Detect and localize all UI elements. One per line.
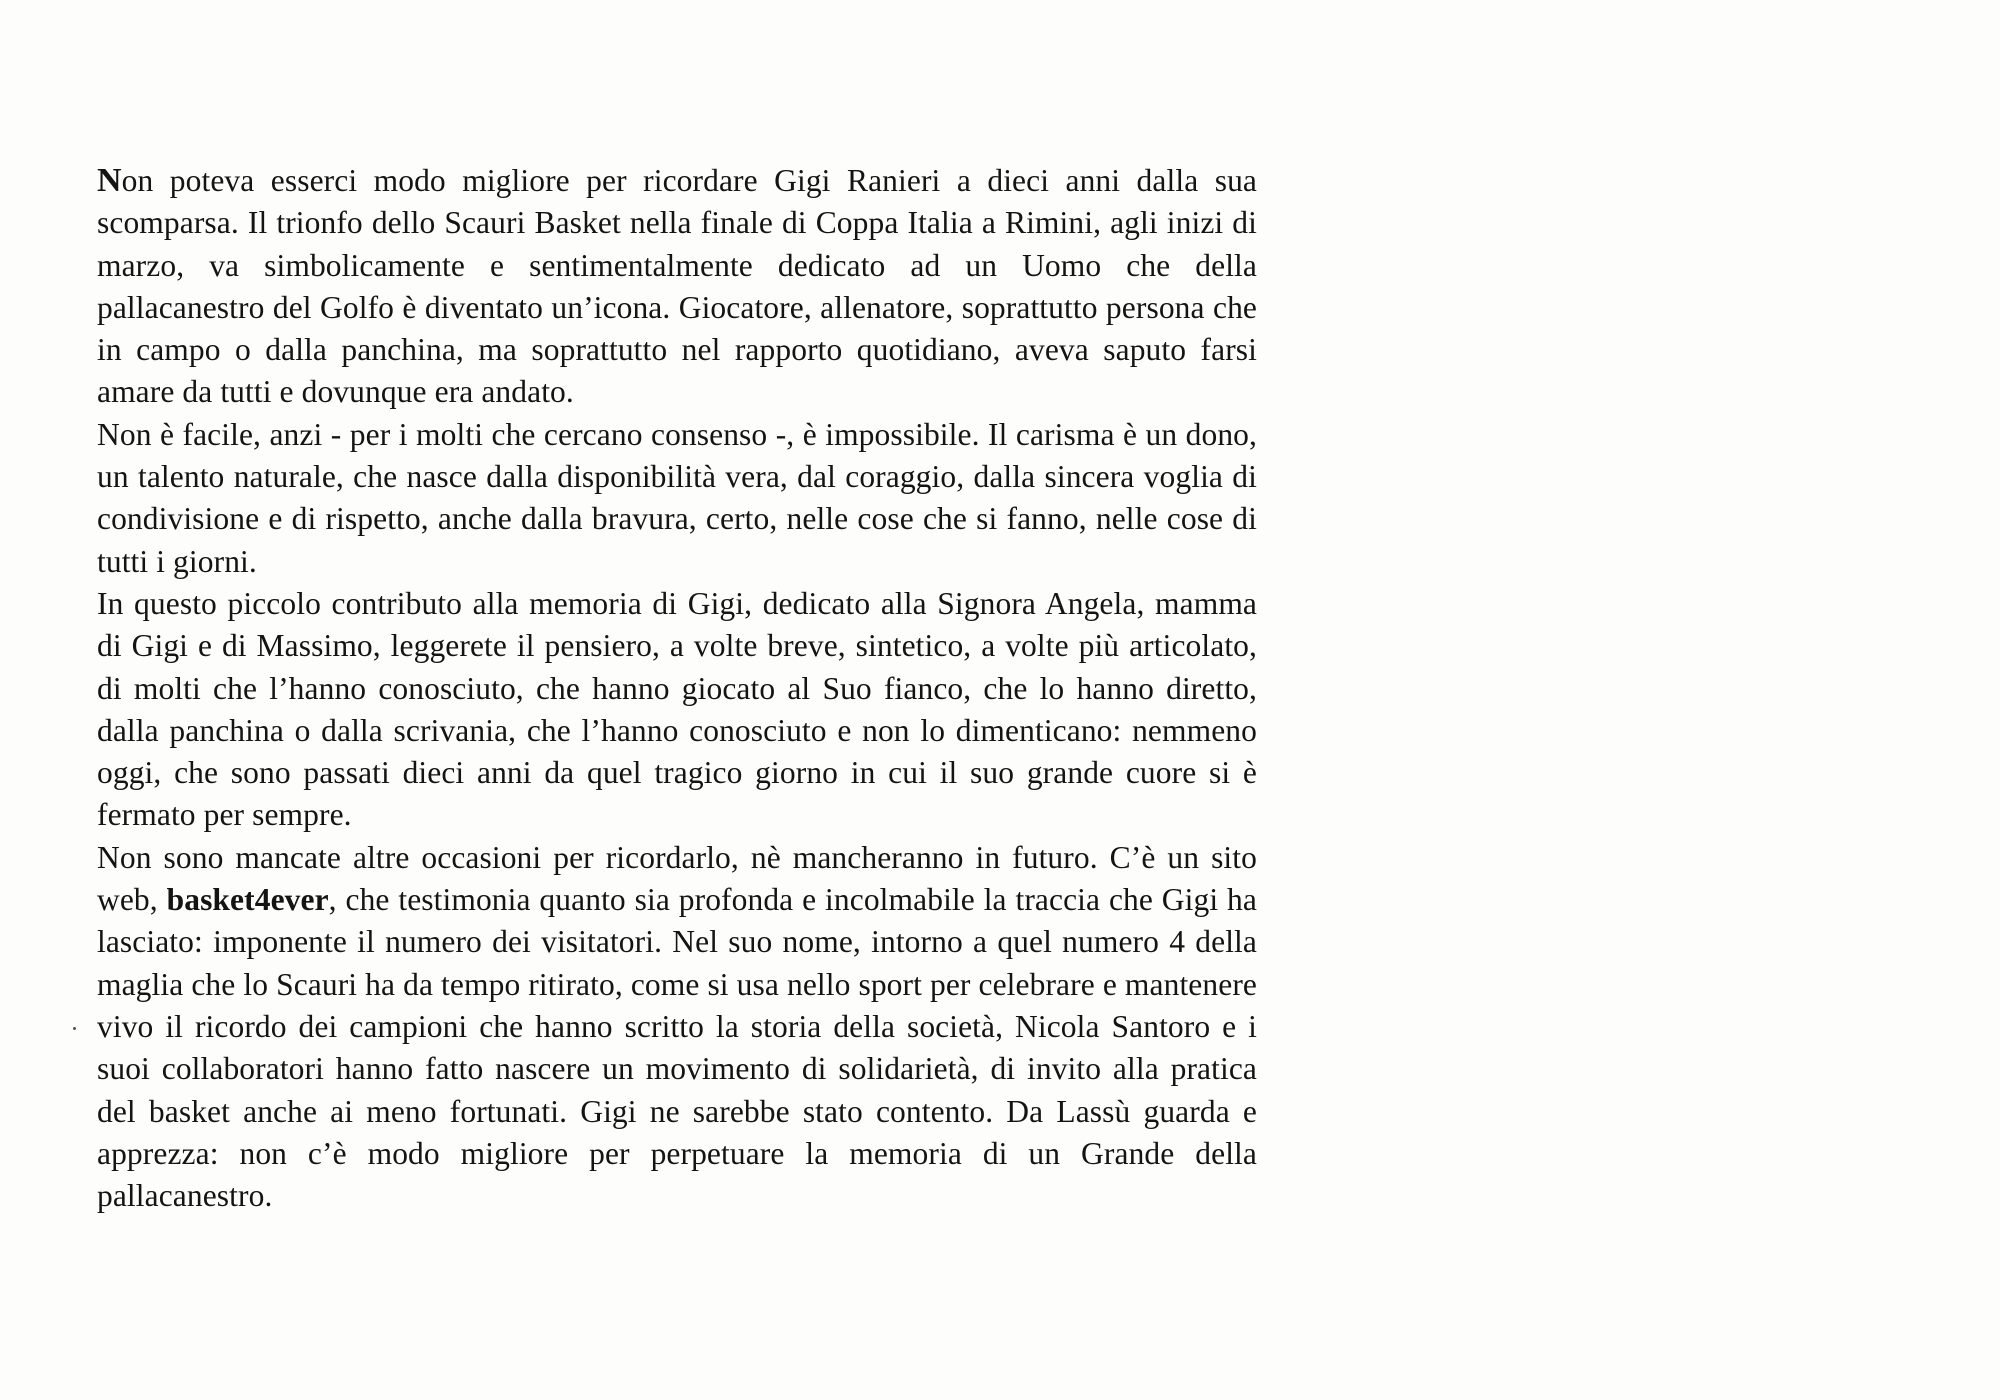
- article-body: [97, 160, 1257, 1217]
- paragraph-4-text-before: Non sono mancate altre occasioni per ricordarlo, nè mancheranno in futuro. C’è un sito web,: [97, 839, 1257, 918]
- drop-cap-letter: N: [97, 162, 122, 199]
- paragraph-3-text: In questo piccolo contributo alla memoria di Gigi, dedicato alla Signora Angela, mamma di Gigi e di Massimo, leggerete il pensiero, a volte breve, sintetico, a volte più articolato, di molti che l’hanno conosciuto, che hanno giocato al Suo fianco, che lo hanno diretto, dalla panchina o dalla scrivania, che l’hanno conosciuto e non lo dimenticano: nemmeno oggi, che sono passati dieci anni da quel tragico giorno in cui il suo grande cuore si è fermato per sempre.: [97, 585, 1257, 833]
- website-name: basket4ever: [166, 882, 329, 918]
- paragraph-4-text-after: , che testimonia quanto sia profonda e incolmabile la traccia che Gigi ha lasciato: imponente il numero dei visitatori. Nel suo nome, intorno a quel numero 4 della maglia che lo Scauri ha da tempo ritirato, come si usa nello sport per celebrare e mantenere vivo il ricordo dei campioni che hanno scritto la storia della società, Nicola Santoro e i suoi collaboratori hanno fatto nascere un movimento di solidarietà, di invito alla pratica del basket anche ai meno fortunati. Gigi ne sarebbe stato contento. Da Lassù guarda e apprezza: non c’è modo migliore per perpetuare la memoria di un Grande della pallacanestro.: [97, 882, 1257, 1214]
- paragraph-1-text: on poteva esserci modo migliore per ricordare Gigi Ranieri a dieci anni dalla sua scomparsa. Il trionfo dello Scauri Basket nella finale di Coppa Italia a Rimini, agli inizi di marzo, va simbolicamente e sentimentalmente dedicato ad un Uomo che della pallacanestro del Golfo è diventato un’icona. Giocatore, allenatore, soprattutto persona che in campo o dalla panchina, ma soprattutto nel rapporto quotidiano, aveva saputo farsi amare da tutti e dovunque era andato.: [97, 163, 1257, 410]
- paragraph-2: [97, 414, 1257, 583]
- scan-speck: [73, 1027, 76, 1030]
- paragraph-1: [97, 160, 1257, 414]
- paragraph-2-text: Non è facile, anzi - per i molti che cercano consenso -, è impossibile. Il carisma è un dono, un talento naturale, che nasce dalla disponibilità vera, dal coraggio, dalla sincera voglia di condivisione e di rispetto, anche dalla bravura, certo, nelle cose che si fanno, nelle cose di tutti i giorni.: [97, 416, 1257, 579]
- paragraph-4: [97, 837, 1257, 1218]
- paragraph-3: [97, 583, 1257, 837]
